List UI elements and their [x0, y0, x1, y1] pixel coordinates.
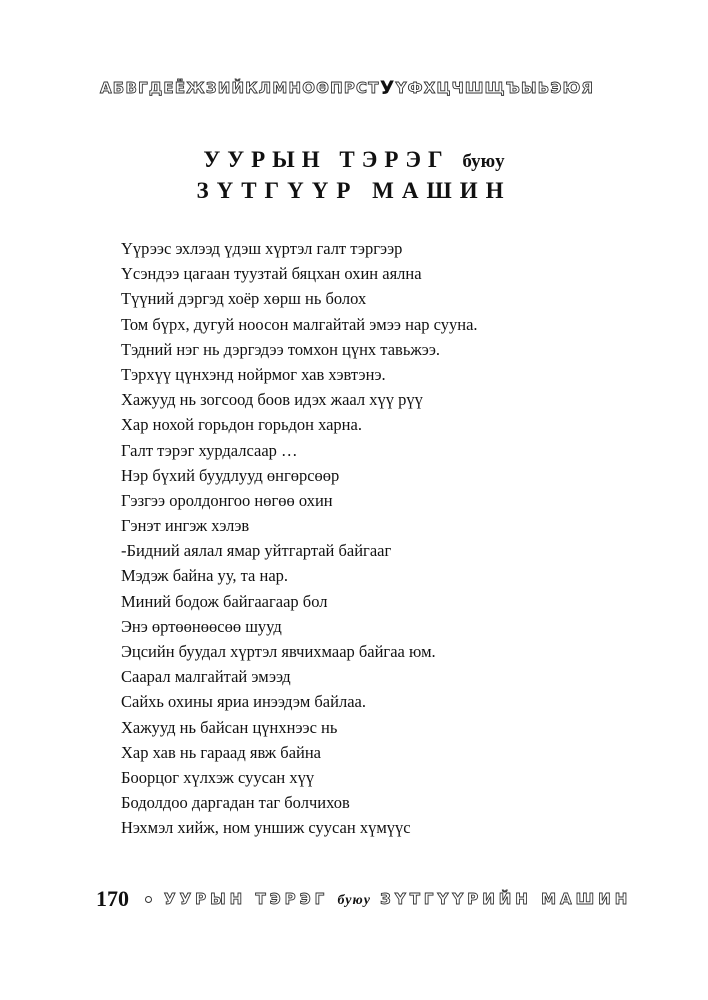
poem-line: Миний бодож байгаагаар бол: [121, 591, 328, 611]
poem-line: Хар хав нь гараад явж байна: [121, 742, 322, 762]
poem-line: Саарал малгайтай эмээд: [121, 667, 291, 687]
poem-line: Бодолдоо даргадан таг болчихов: [121, 793, 350, 813]
poem-line: Эцсийн буудал хүртэл явчихмаар байгаа юм.: [121, 642, 436, 661]
running-title-part1: УУРЫН ТЭРЭГ: [164, 889, 329, 908]
poem-line: Тэрхүү цүнхэнд нойрмог хав хэвтэнэ.: [121, 364, 386, 384]
alphabet-highlight-letter: У: [379, 77, 396, 99]
page-footer: [96, 886, 631, 912]
alphabet-header: [100, 76, 630, 98]
poem-body: [121, 236, 478, 841]
poem-title-line-2: ЗҮТГҮҮР МАШИН: [196, 178, 512, 203]
running-title-conjunction: буюу: [337, 892, 371, 908]
poem-title-line-1: [0, 147, 708, 173]
poem-line: Хар нохой горьдон горьдон харна.: [121, 415, 362, 435]
bullet-icon: [145, 896, 152, 903]
poem-line: Үүрээс эхлээд үдэш хүртэл галт тэргээр: [121, 239, 403, 258]
poem-line: Гэзгээ оролдонгоо нөгөө охин: [121, 490, 333, 510]
poem-line: Хажууд нь зогсоод боов идэх жаал хүү рүү: [121, 390, 423, 410]
title-conjunction: буюу: [462, 151, 505, 172]
poem-line: Гэнэт ингэж хэлэв: [121, 516, 250, 536]
poem-line: Сайхь охины яриа инээдэм байлаа.: [121, 692, 366, 712]
poem-line: Том бүрх, дугуй ноосон малгайтай эмээ нар сууна.: [121, 314, 478, 334]
poem-line: Мэдэж байна уу, та нар.: [121, 566, 289, 586]
running-title: [164, 890, 631, 908]
title-main: УУРЫН ТЭРЭГ: [203, 147, 450, 172]
poem-line: Боорцог хүлхэж суусан хүү: [121, 767, 315, 787]
poem-line: Галт тэрэг хурдалсаар …: [121, 440, 298, 460]
alphabet-after: ҮФХЦЧШЩЪЫЬЭЮЯ: [395, 79, 595, 97]
poem-line: Нэхмэл хийж, ном уншиж суусан хүмүүс: [121, 818, 411, 838]
poem-line: Нэр бүхий буудлууд өнгөрсөөр: [121, 465, 340, 485]
poem-line: -Бидний аялал ямар уйтгартай байгааг: [121, 541, 392, 561]
poem-line: Хажууд нь байсан цүнхнээс нь: [121, 717, 338, 737]
running-title-part2: ЗҮТГҮҮРИЙН МАШИН: [380, 889, 632, 908]
page-number: 170: [96, 886, 129, 911]
alphabet-before: АБВГДЕЁЖЗИЙКЛМНОӨПРСТ: [100, 79, 380, 97]
poem-line: Тэдний нэг нь дэргэдээ томхон цүнх тавьжээ.: [121, 339, 441, 359]
poem-line: Энэ өртөөнөөсөө шууд: [121, 616, 282, 636]
poem-line: Түүний дэргэд хоёр хөрш нь болох: [121, 289, 367, 309]
poem-line: Үсэндээ цагаан туузтай бяцхан охин аялна: [121, 264, 422, 284]
